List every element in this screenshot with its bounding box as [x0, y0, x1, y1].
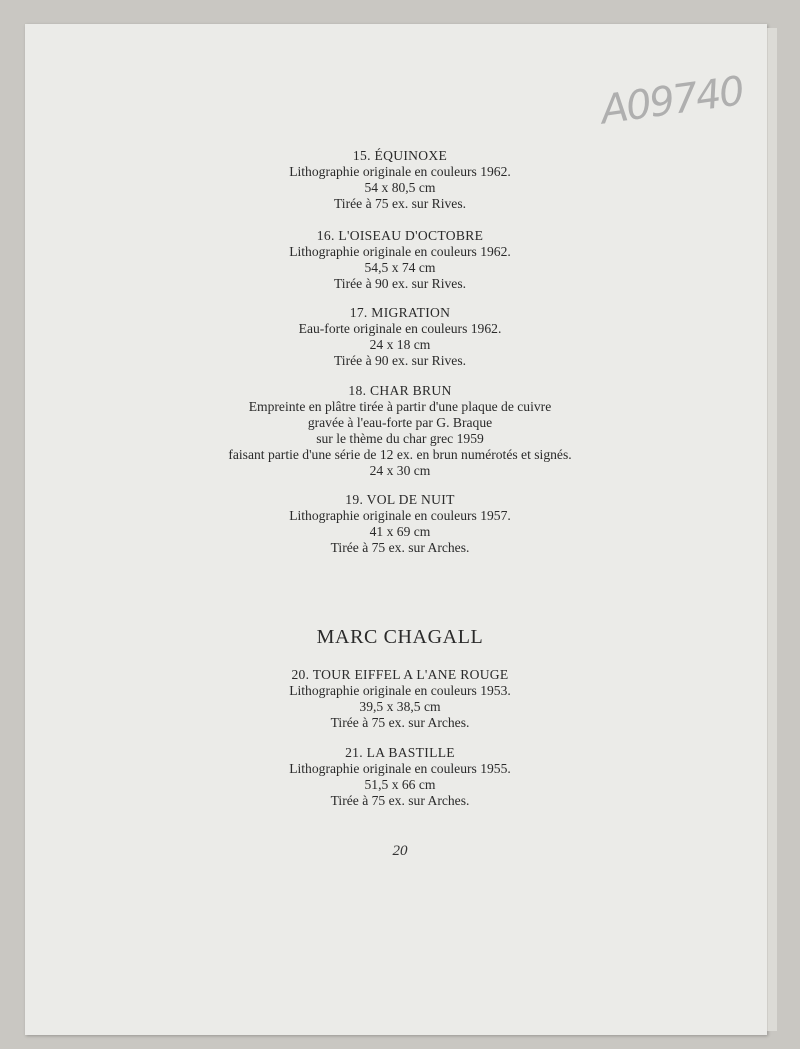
entry-technique: Lithographie originale en couleurs 1957.	[289, 508, 511, 523]
entry-title: 18. CHAR BRUN	[348, 383, 452, 398]
catalog-entry-15	[0, 148, 800, 212]
catalog-entry-16	[0, 228, 800, 292]
entry-title: 15. ÉQUINOXE	[352, 148, 448, 163]
entry-title: 20. TOUR EIFFEL A L'ANE ROUGE	[291, 667, 509, 682]
entry-technique: Lithographie originale en couleurs 1953.	[289, 683, 511, 698]
entry-edition: Tirée à 75 ex. sur Arches.	[330, 715, 470, 730]
entry-technique: Empreinte en plâtre tirée à partir d'une plaque de cuivre	[248, 399, 552, 414]
entry-engraver: gravée à l'eau-forte par G. Braque	[307, 415, 493, 430]
entry-dimensions: 51,5 x 66 cm	[364, 777, 436, 792]
entry-dimensions: 24 x 18 cm	[369, 337, 431, 352]
entry-technique: Lithographie originale en couleurs 1962.	[289, 244, 511, 259]
catalog-entry-18	[0, 383, 800, 479]
artist-heading: MARC CHAGALL	[316, 626, 484, 648]
entry-edition: Tirée à 90 ex. sur Rives.	[333, 276, 467, 291]
catalog-entry-21	[0, 745, 800, 809]
entry-title: 16. L'OISEAU D'OCTOBRE	[316, 228, 484, 243]
entry-theme: sur le thème du char grec 1959	[316, 431, 484, 446]
entry-dimensions: 39,5 x 38,5 cm	[359, 699, 441, 714]
entry-edition: Tirée à 75 ex. sur Arches.	[330, 793, 470, 808]
entry-technique: Eau-forte originale en couleurs 1962.	[298, 321, 502, 336]
catalog-entry-17	[0, 305, 800, 369]
handwritten-annotation: A09740	[598, 68, 746, 134]
entry-dimensions: 41 x 69 cm	[369, 524, 431, 539]
entry-title: 19. VOL DE NUIT	[345, 492, 455, 507]
entry-edition: Tirée à 90 ex. sur Rives.	[333, 353, 467, 368]
entry-technique: Lithographie originale en couleurs 1955.	[289, 761, 511, 776]
entry-edition: Tirée à 75 ex. sur Rives.	[333, 196, 467, 211]
catalog-entry-19	[0, 492, 800, 556]
catalog-entry-20	[0, 667, 800, 731]
entry-dimensions: 54,5 x 74 cm	[364, 260, 436, 275]
page-number: 20	[392, 843, 408, 859]
entry-dimensions: 54 x 80,5 cm	[364, 180, 436, 195]
entry-series: faisant partie d'une série de 12 ex. en brun numérotés et signés.	[228, 447, 572, 462]
entry-title: 21. LA BASTILLE	[345, 745, 455, 760]
entry-technique: Lithographie originale en couleurs 1962.	[289, 164, 511, 179]
entry-dimensions: 24 x 30 cm	[369, 463, 431, 478]
entry-title: 17. MIGRATION	[349, 305, 451, 320]
entry-edition: Tirée à 75 ex. sur Arches.	[330, 540, 470, 555]
